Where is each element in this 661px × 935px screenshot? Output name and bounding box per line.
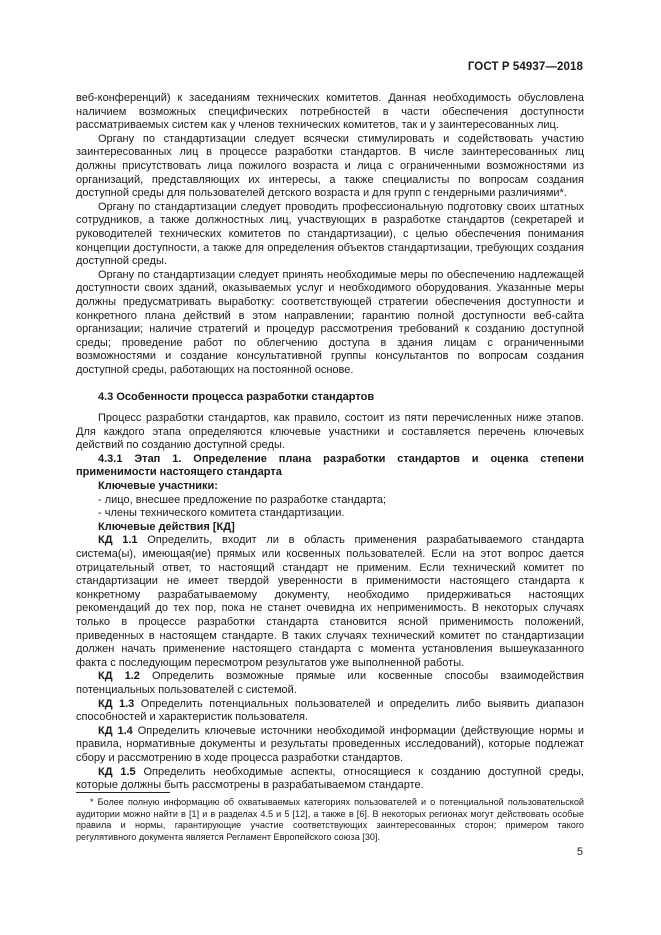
paragraph-stakeholders: Органу по стандартизации следует всячески стимулировать и содействовать участию заинтересованных лиц в процессе разработки стандартов. В числе заинтересованных лиц должны присутствовать лица пожилого возраста и лица с ограниченными возможностями из организаций, представляющих их интересы, а также специалисты по вопросам создания доступной среды для пользователей детского возраста и для групп с гендерными различиями*.	[76, 132, 584, 200]
paragraph-accessibility-measures: Органу по стандартизации следует принять необходимые меры по обеспечению надлежащей доступности своих зданий, оказываемых услуг и необходимого оборудования. Указанные меры должны предусматривать выработку: соответствующей стратегии обеспечения доступности и конкретного плана действий в этом направлении; гарантию полной доступности веб-сайта организации; наличие стратегий и процедур рассмотрения требований к созданию доступной среды; проведение работ по облегчению доступа в здания лицам с ограниченными возможностями и создание консультативной группы консультантов по вопросам создания доступной среды, работающих на постоянной основе.	[76, 268, 584, 376]
action-text: Определить ключевые источники необходимой информации (действующие нормы и правила, нормативные документы и результаты проведенных исследований), которые подлежат сбору и рассмотрению в ходе процесса разработки стандартов.	[76, 724, 584, 764]
main-text	[76, 92, 584, 793]
action-code: КД 1.3	[98, 697, 135, 710]
actions-label: Ключевые действия [КД]	[98, 520, 235, 533]
section-intro-paragraph: Процесс разработки стандартов, как правило, состоит из пяти перечисленных ниже этапов. Для каждого этапа определяются ключевые участники и составляется перечень ключевых действий по созданию доступной среды.	[76, 412, 584, 452]
footnote-separator	[76, 792, 170, 793]
action-item-1-3	[76, 698, 584, 725]
paragraph-training: Органу по стандартизации следует проводить профессиональную подготовку своих штатных сотрудников, а также должностных лиц, участвующих в разработке стандартов (секретарей и руководителей технических комитетов по стандартизации), с целью обеспечения понимания концепции доступности, а также для определения объектов стандартизации, требующих создания доступной среды.	[76, 200, 584, 268]
action-text: Определить возможные прямые или косвенные способы взаимодействия потенциальных пользователей с системой.	[76, 670, 584, 696]
action-item-1-2	[76, 670, 584, 697]
participants-label: Ключевые участники:	[98, 480, 218, 493]
action-text: Определить, входит ли в область применения разрабатываемого стандарта система(ы), имеющая(ие) прямых или косвенных пользователей. Если на этот вопрос дается отрицательный ответ, то настоящий стандарт не применим. Если технический комитет по стандартизации не имеет твердой уверенности в применимости настоящего стандарта к конкретному разрабатываемому документу, необходимо придерживаться настоящих рекомендаций до тех пор, пока не станет очевидна их неприменимость. В некоторых случаях только в процессе разработки стандарта становится ясной применимость положений, приведенных в настоящем стандарте. В таких случаях технический комитет по стандартизации должен начать применение настоящего стандарта с момента установления вышеуказанного факта с последующим пересмотром результатов уже выполненной работы.	[76, 534, 584, 669]
action-code: КД 1.5	[98, 765, 136, 778]
action-item-1-5	[76, 766, 584, 793]
participant-item: - лицо, внесшее предложение по разработке стандарта;	[98, 493, 387, 506]
section-heading-4-3: 4.3 Особенности процесса разработки стандартов	[98, 391, 375, 404]
action-text: Определить необходимые аспекты, относящиеся к созданию доступной среды, которые должны быть рассмотрены в разрабатываемом стандарте.	[76, 765, 584, 792]
subsection-heading-4-3-1: 4.3.1 Этап 1. Определение плана разработки стандартов и оценка степени применимости настоящего стандарта	[76, 452, 584, 479]
page-number: 5	[576, 846, 583, 858]
footnote-text: * Более полную информацию об охватываемых категориях пользователей и о потенциальной пользовательской аудитории можно найти в [1] и в разделах 4.5 и 5 [12], а также в [6]. В некоторых регионах могут действовать особые правила и нормы, гарантирующие участие соответствующих заинтересованных сторон; примером такого регулятивного документа является Регламент Европейского союза [30].	[76, 797, 584, 842]
action-item-1-4	[76, 725, 584, 766]
paragraph-continuation: веб-конференций) к заседаниям технических комитетов. Данная необходимость обусловлена наличием возможных специфических потребностей в части обеспечения доступности рассматриваемых систем как у членов технических комитетов, так и у заинтересованных лиц.	[76, 92, 584, 132]
action-item-1-1	[76, 534, 584, 670]
action-code: КД 1.2	[98, 670, 140, 683]
participant-item: - члены технического комитета стандартизации.	[98, 507, 345, 520]
action-code: КД 1.4	[98, 724, 133, 737]
footnote	[76, 797, 584, 843]
action-text: Определить потенциальных пользователей и определить либо выявить диапазон способностей и характеристик пользователя.	[76, 697, 584, 724]
document-code-header: ГОСТ Р 54937—2018	[467, 61, 583, 73]
action-code: КД 1.1	[98, 534, 138, 547]
